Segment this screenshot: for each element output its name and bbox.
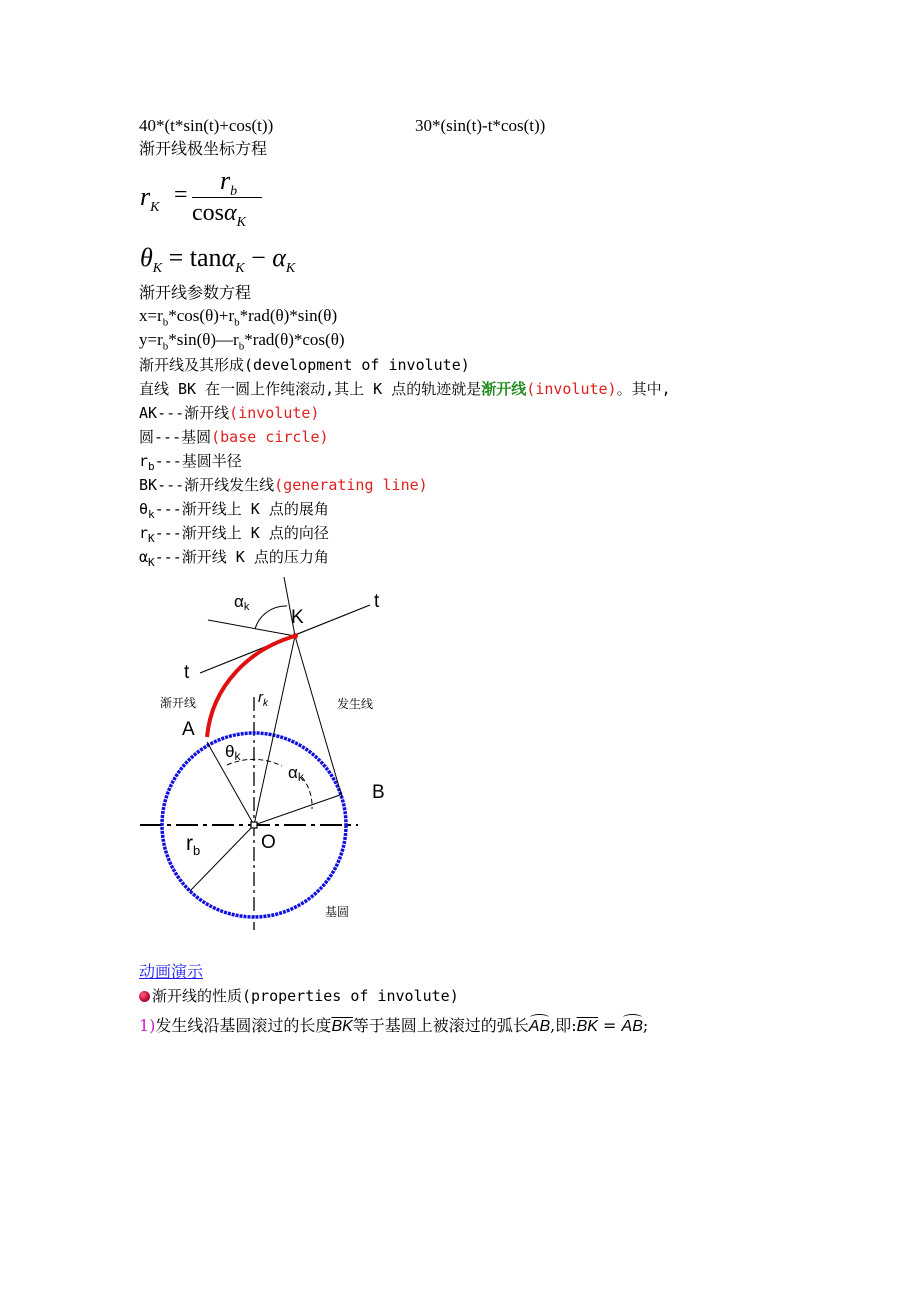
involute-label: 渐开线 <box>160 696 197 710</box>
theta-label: θk <box>225 742 241 763</box>
equation-row-2 <box>415 116 545 136</box>
involute-curve <box>207 636 295 737</box>
alpha-top-arc <box>255 606 287 629</box>
k-horizontal-line <box>208 620 295 636</box>
definition-row: $\alpha_K---$渐开线 K 点的压力角 <box>139 548 329 569</box>
animation-demo-link[interactable]: 动画演示 <box>139 962 204 981</box>
involute-diagram <box>130 575 410 940</box>
ab-arc-2: AB <box>621 1018 643 1035</box>
parametric-heading: 渐开线参数方程 <box>139 283 252 302</box>
polar-heading: 渐开线极坐标方程 <box>139 139 268 158</box>
rk-label: $r_k$ <box>258 689 268 709</box>
parametric-x: $x=r_b*\cos(\theta)+r_b*rad(\theta)*\sin(\theta)$ <box>139 306 338 329</box>
alpha-top-label: αk <box>234 592 250 613</box>
alpha-mid-label: αk <box>288 763 304 784</box>
definition-row: AK---渐开线(involute) <box>139 404 320 422</box>
properties-heading: 渐开线的性质(properties of involute) <box>139 986 459 1006</box>
property-number: 1) <box>139 1016 156 1035</box>
equation-row <box>139 116 273 136</box>
definition-row: $\theta_k---$渐开线上 K 点的展角 <box>139 500 329 521</box>
t-left-label: t <box>184 662 190 683</box>
involute-term: 渐开线 <box>481 380 527 398</box>
definition-row: 圆---基圆(base circle) <box>139 428 329 446</box>
x-expression: 40*(t*sin(t)+cos(t)) <box>139 116 274 135</box>
parametric-y: $y=r_b*\sin(\theta)—r_b*rad(\theta)*\cos(\theta)$ <box>139 330 345 353</box>
generating-line-label: 发生线 <box>337 697 374 711</box>
a-label: A <box>182 719 195 740</box>
equals-sign: = <box>174 182 188 208</box>
fraction-bar <box>192 197 262 198</box>
t-right-label: t <box>374 591 380 612</box>
bullet-icon <box>139 991 150 1002</box>
denominator: cosα$_K$ <box>192 200 246 230</box>
center-marker <box>251 822 257 828</box>
polar-formula-theta: $\theta_K = \tan\alpha_K - \alpha_K$ <box>140 243 296 277</box>
ab-arc: AB <box>528 1018 551 1035</box>
polar-formula-r <box>140 168 300 238</box>
property-1: 1)发生线沿基圆滚过的长度$\overline{BK}$等于基圆上被滚过的弧长AB,即$:\overline{BK}$ = AB; <box>139 1016 649 1035</box>
rb-radius-line <box>190 825 254 891</box>
b-label: B <box>372 782 385 803</box>
o-label: O <box>261 832 276 853</box>
definition-row: $r_b---$基圆半径 <box>139 452 242 473</box>
bk-overline: $\overline{BK}$ <box>331 1018 353 1035</box>
development-sentence: 直线 BK 在一圆上作纯滚动,其上 K 点的轨迹就是渐开线(involute)。其中, <box>139 380 671 398</box>
rb-label: $r_b$ <box>186 832 201 858</box>
definition-row: $r_K---$渐开线上 K 点的向径 <box>139 524 329 545</box>
development-heading: 渐开线及其形成(development of involute) <box>139 356 470 374</box>
ob-line <box>254 795 340 825</box>
definition-row: BK---渐开线发生线(generating line) <box>139 476 428 494</box>
y-expression: 30*(sin(t)-t*cos(t)) <box>415 116 546 135</box>
ok-line <box>254 636 295 825</box>
rk-symbol: $r_K$ <box>140 182 160 216</box>
point-k <box>292 633 298 639</box>
bk-overline-2: $\overline{BK}$ <box>576 1018 598 1035</box>
k-label: K <box>291 607 304 628</box>
numerator: $r_b$ <box>220 166 238 200</box>
base-circle-label: 基圆 <box>325 905 350 919</box>
